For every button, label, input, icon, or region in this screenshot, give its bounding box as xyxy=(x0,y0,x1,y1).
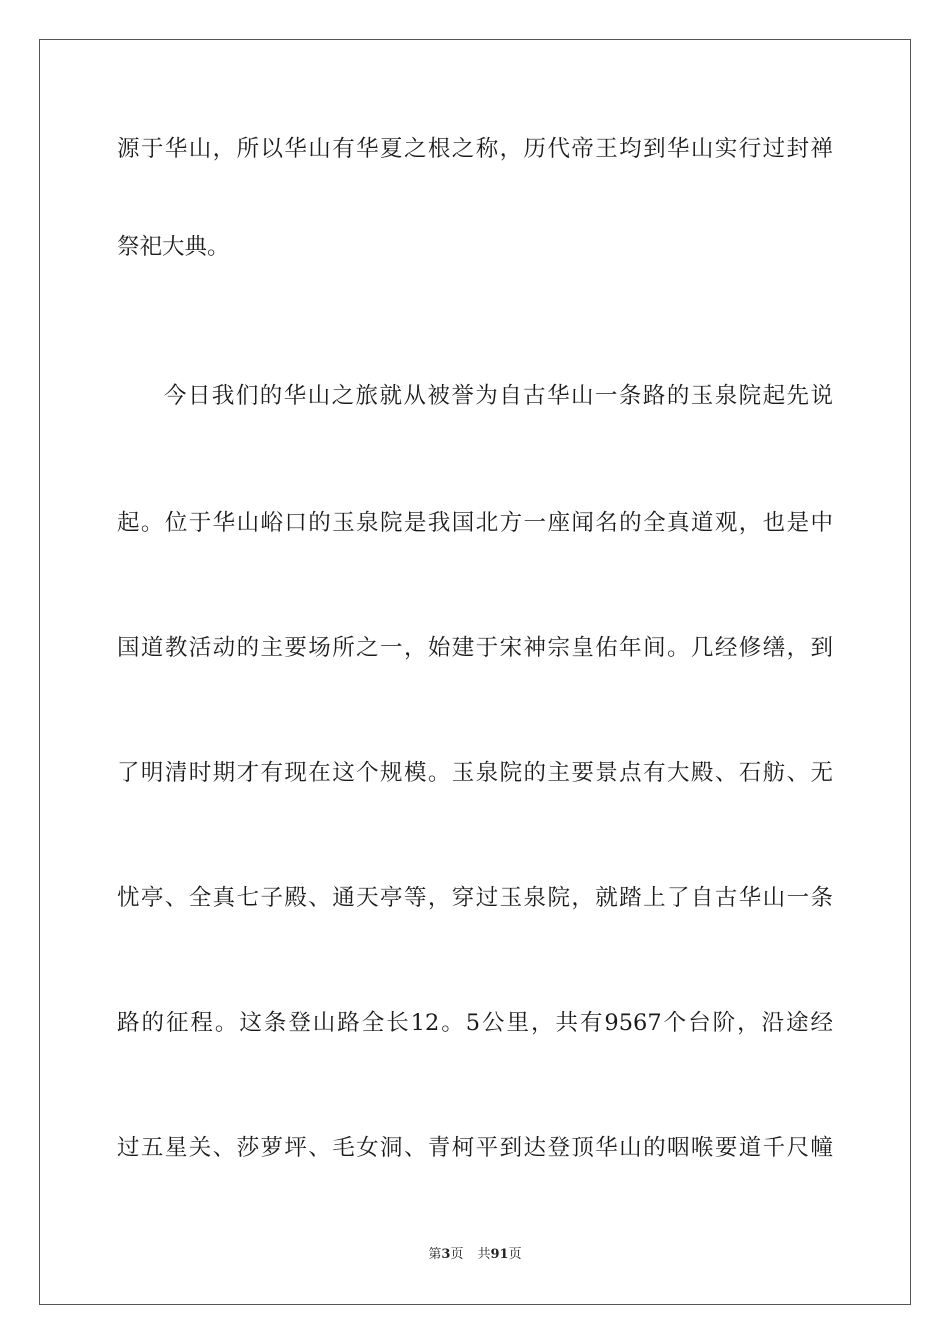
text-line-9: 过五星关、莎萝坪、毛女洞、青柯平到达登顶华山的咽喉要道千尺幢 xyxy=(117,1135,833,1161)
total-prefix: 共 xyxy=(477,1247,491,1262)
text-line-2: 祭祀大典。 xyxy=(117,234,230,260)
total-suffix: 页 xyxy=(508,1247,522,1262)
text-line-8: 路的征程。这条登山路全长12。5公里，共有9567个台阶，沿途经 xyxy=(117,1010,833,1036)
total-pages: 91 xyxy=(490,1247,509,1262)
text-line-6: 了明清时期才有现在这个规模。玉泉院的主要景点有大殿、石舫、无 xyxy=(117,760,833,786)
page-number: 3 xyxy=(441,1247,451,1262)
text-line-3: 今日我们的华山之旅就从被誉为自古华山一条路的玉泉院起先说 xyxy=(164,383,833,409)
page-prefix: 第 xyxy=(428,1247,442,1262)
page-border xyxy=(39,39,911,1305)
text-line-4: 起。位于华山峪口的玉泉院是我国北方一座闻名的全真道观，也是中 xyxy=(117,510,833,536)
text-line-5: 国道教活动的主要场所之一，始建于宋神宗皇佑年间。几经修缮，到 xyxy=(117,635,833,661)
text-line-1: 源于华山，所以华山有华夏之根之称，历代帝王均到华山实行过封禅 xyxy=(117,136,833,162)
text-line-7: 忧亭、全真七子殿、通天亭等，穿过玉泉院，就踏上了自古华山一条 xyxy=(117,885,833,911)
page-footer xyxy=(0,1246,950,1264)
page-suffix: 页 xyxy=(450,1247,464,1262)
